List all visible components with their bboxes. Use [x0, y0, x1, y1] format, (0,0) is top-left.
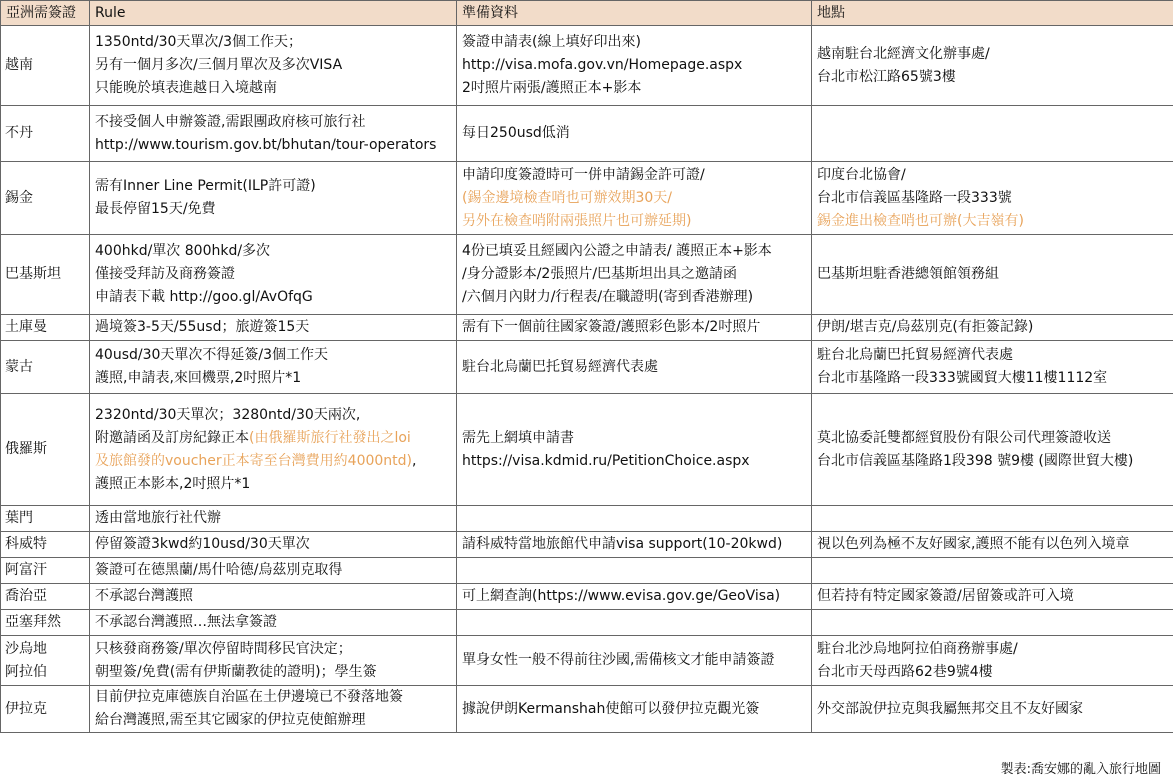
- table-row: [1, 532, 1173, 558]
- rule-line: 申請表下載 http://goo.gl/AvOfqG: [95, 289, 313, 305]
- country-name: 科威特: [5, 536, 47, 552]
- prep-line: https://visa.kdmid.ru/PetitionChoice.aspx: [462, 452, 750, 469]
- place-cell: [812, 610, 1173, 636]
- rule-line: 另有一個月多次/三個月單次及多次VISA: [95, 57, 343, 73]
- country-name: 喬治亞: [5, 588, 47, 604]
- rule-text: ,: [412, 452, 417, 469]
- prep-cell: [457, 162, 812, 235]
- rule-cell: [90, 394, 457, 506]
- country-name: 蒙古: [5, 358, 33, 375]
- place-line: 台北市基隆路一段333號國貿大樓11樓1112室: [817, 370, 1108, 386]
- prep-line: 駐台北烏蘭巴托貿易經濟代表處: [462, 358, 658, 375]
- rule-line: 不接受個人申辦簽證,需跟團政府核可旅行社: [95, 113, 366, 130]
- country-name: 俄羅斯: [5, 441, 47, 457]
- country-cell: [1, 506, 90, 532]
- prep-cell: [457, 558, 812, 584]
- prep-cell: [457, 106, 812, 162]
- rule-cell: [90, 584, 457, 610]
- rule-cell: [90, 106, 457, 162]
- rule-line: 簽證可在德黑蘭/馬什哈德/烏茲別克取得: [95, 562, 343, 578]
- rule-line: 朝聖簽/免費(需有伊斯蘭教徒的證明)；學生簽: [95, 663, 377, 680]
- rule-cell: [90, 315, 457, 341]
- country-cell: [1, 686, 90, 733]
- table-row: [1, 235, 1173, 315]
- rule-cell: [90, 341, 457, 394]
- rule-text: 附邀請函及訂房紀錄正本: [95, 429, 249, 446]
- place-cell: [812, 106, 1173, 162]
- rule-cell: [90, 162, 457, 235]
- country-cell: [1, 532, 90, 558]
- place-line: 但若持有特定國家簽證/居留簽或許可入境: [817, 588, 1074, 604]
- country-name: 越南: [5, 57, 33, 73]
- country-cell: [1, 26, 90, 106]
- prep-line: 2吋照片兩張/護照正本+影本: [462, 80, 642, 96]
- rule-cell: [90, 235, 457, 315]
- header-rule: Rule: [90, 1, 457, 26]
- rule-cell: [90, 506, 457, 532]
- place-cell: [812, 532, 1173, 558]
- header-prep: 準備資料: [457, 1, 812, 26]
- rule-cell: [90, 686, 457, 733]
- country-cell: [1, 584, 90, 610]
- table-row: [1, 162, 1173, 235]
- prep-line: /六個月內財力/行程表/在職證明(寄到香港辦理): [462, 289, 754, 305]
- prep-line: 4份已填妥且經國內公證之申請表/ 護照正本+影本: [462, 243, 772, 259]
- country-name: 土庫曼: [5, 319, 47, 335]
- place-cell: [812, 506, 1173, 532]
- rule-line: 最長停留15天/免費: [95, 201, 216, 217]
- country-name: 巴基斯坦: [5, 266, 61, 282]
- prep-cell: [457, 532, 812, 558]
- place-line: 伊朗/堪吉克/烏茲別克(有拒簽記錄): [817, 319, 1034, 335]
- country-cell: [1, 341, 90, 394]
- prep-cell: [457, 610, 812, 636]
- country-name: 阿拉伯: [5, 663, 47, 680]
- table-row: [1, 636, 1173, 686]
- rule-line: 只核發商務簽/單次停留時間移民官決定；: [95, 640, 352, 657]
- rule-cell: [90, 636, 457, 686]
- prep-line: 簽證申請表(線上填好印出來): [462, 34, 641, 50]
- prep-line: 需有下一個前往國家簽證/護照彩色影本/2吋照片: [462, 319, 761, 335]
- prep-line: http://visa.mofa.gov.vn/Homepage.aspx: [462, 57, 743, 73]
- place-cell: [812, 636, 1173, 686]
- place-cell: [812, 686, 1173, 733]
- rule-cell: [90, 26, 457, 106]
- table-row: [1, 341, 1173, 394]
- prep-line: 可上網查詢(https://www.evisa.gov.ge/GeoVisa): [462, 588, 781, 604]
- rule-line: 400hkd/單次 800hkd/多次: [95, 243, 271, 259]
- header-place: 地點: [812, 1, 1173, 26]
- place-line: 台北市松江路65號3樓: [817, 68, 956, 85]
- rule-line: 僅接受拜訪及商務簽證: [95, 266, 235, 282]
- table-row: [1, 686, 1173, 733]
- place-cell: [812, 558, 1173, 584]
- rule-line: 透由當地旅行社代辦: [95, 510, 221, 526]
- country-cell: [1, 315, 90, 341]
- rule-line: 1350ntd/30天單次/3個工作天；: [95, 34, 303, 50]
- rule-text: 2320ntd/30天單次；3280ntd/30天兩次,: [95, 406, 361, 423]
- rule-line: 40usd/30天單次不得延簽/3個工作天: [95, 347, 329, 363]
- country-cell: [1, 162, 90, 235]
- table-header-row: [1, 1, 1173, 26]
- country-cell: [1, 610, 90, 636]
- country-name: 葉門: [5, 510, 33, 526]
- rule-cell: [90, 610, 457, 636]
- table-row: [1, 610, 1173, 636]
- country-name: 錫金: [5, 189, 33, 206]
- prep-line: 另外在檢查哨附兩張照片也可辦延期): [462, 212, 692, 229]
- place-cell: [812, 584, 1173, 610]
- rule-line: 需有Inner Line Permit(ILP許可證): [95, 178, 316, 194]
- place-line: 巴基斯坦駐香港總領館領務組: [817, 266, 999, 282]
- table-body: [1, 26, 1173, 733]
- rule-line: 不承認台灣護照…無法拿簽證: [95, 614, 277, 630]
- header-country: 亞洲需簽證: [1, 1, 90, 26]
- prep-cell: [457, 235, 812, 315]
- prep-line: 據說伊朗Kermanshah使館可以發伊拉克觀光簽: [462, 700, 760, 717]
- prep-line: (錫金邊境檢查哨也可辦效期30天/: [462, 189, 672, 206]
- place-line: 台北市信義區基隆路一段333號: [817, 189, 1012, 206]
- prep-cell: [457, 394, 812, 506]
- place-cell: [812, 394, 1173, 506]
- rule-line: 停留簽證3kwd約10usd/30天單次: [95, 536, 310, 552]
- country-name: 阿富汗: [5, 562, 47, 578]
- rule-line: 不承認台灣護照: [95, 588, 193, 604]
- country-cell: [1, 394, 90, 506]
- rule-line: 只能晚於填表進越日入境越南: [95, 80, 277, 96]
- credit-note: 製表:喬安娜的亂入旅行地圖: [1000, 762, 1161, 777]
- prep-line: 申請印度簽證時可一併申請錫金許可證/: [462, 166, 705, 183]
- country-name: 亞塞拜然: [5, 614, 61, 630]
- place-cell: [812, 162, 1173, 235]
- place-cell: [812, 26, 1173, 106]
- place-line: 視以色列為極不友好國家,護照不能有以色列入境章: [817, 536, 1130, 552]
- country-name: 伊拉克: [5, 700, 47, 717]
- rule-text: (由俄羅斯旅行社發出之loi: [249, 429, 411, 446]
- place-line: 印度台北協會/: [817, 166, 906, 183]
- rule-text: 及旅館發的voucher正本寄至台灣費用約4000ntd): [95, 452, 413, 469]
- prep-cell: [457, 584, 812, 610]
- place-line: 台北市信義區基隆路1段398 號9樓 (國際世貿大樓): [817, 452, 1134, 469]
- country-cell: [1, 235, 90, 315]
- place-line: 越南駐台北經濟文化辦事處/: [817, 45, 990, 62]
- place-cell: [812, 315, 1173, 341]
- prep-cell: [457, 26, 812, 106]
- place-cell: [812, 341, 1173, 394]
- rule-line: 過境簽3-5天/55usd；旅遊簽15天: [95, 319, 310, 335]
- prep-line: 單身女性一般不得前往沙國,需備核文才能申請簽證: [462, 652, 775, 668]
- rule-line: 給台灣護照,需至其它國家的伊拉克使館辦理: [95, 712, 366, 728]
- place-line: 外交部說伊拉克與我屬無邦交且不友好國家: [817, 700, 1083, 717]
- table-row: [1, 315, 1173, 341]
- rule-line: [95, 473, 451, 496]
- prep-cell: [457, 315, 812, 341]
- country-cell: [1, 106, 90, 162]
- rule-line: 護照,申請表,來回機票,2吋照片*1: [95, 370, 302, 386]
- rule-line: [95, 450, 451, 473]
- prep-line: 需先上網填申請書: [462, 429, 574, 446]
- country-name: 不丹: [5, 125, 33, 141]
- table-row: [1, 26, 1173, 106]
- country-name: 沙烏地: [5, 640, 47, 657]
- table-row: [1, 106, 1173, 162]
- place-line: 駐台北烏蘭巴托貿易經濟代表處: [817, 347, 1013, 363]
- rule-line: [95, 404, 451, 427]
- table-row: [1, 394, 1173, 506]
- country-cell: [1, 636, 90, 686]
- rule-line: 目前伊拉克庫德族自治區在土伊邊境已不發落地簽: [95, 689, 403, 705]
- prep-cell: [457, 341, 812, 394]
- prep-line: 每日250usd低消: [462, 125, 570, 141]
- rule-line: http://www.tourism.gov.bt/bhutan/tour-operators: [95, 136, 437, 153]
- prep-cell: [457, 686, 812, 733]
- country-cell: [1, 558, 90, 584]
- prep-line: 請科威特當地旅館代申請visa support(10-20kwd): [462, 536, 783, 552]
- prep-cell: [457, 506, 812, 532]
- place-line: 台北市天母西路62巷9號4樓: [817, 663, 993, 680]
- rule-line: [95, 427, 451, 450]
- table-row: [1, 558, 1173, 584]
- place-cell: [812, 235, 1173, 315]
- place-line: 駐台北沙烏地阿拉伯商務辦事處/: [817, 640, 1018, 657]
- table-row: [1, 506, 1173, 532]
- rule-cell: [90, 532, 457, 558]
- rule-text: 護照正本影本,2吋照片*1: [95, 475, 251, 492]
- table-row: [1, 584, 1173, 610]
- place-line: 莫北協委託雙都經貿股份有限公司代理簽證收送: [817, 429, 1111, 446]
- prep-cell: [457, 636, 812, 686]
- rule-cell: [90, 558, 457, 584]
- prep-line: /身分證影本/2張照片/巴基斯坦出具之邀請函: [462, 266, 738, 282]
- place-line: 錫金進出檢查哨也可辦(大吉嶺有): [817, 212, 1024, 229]
